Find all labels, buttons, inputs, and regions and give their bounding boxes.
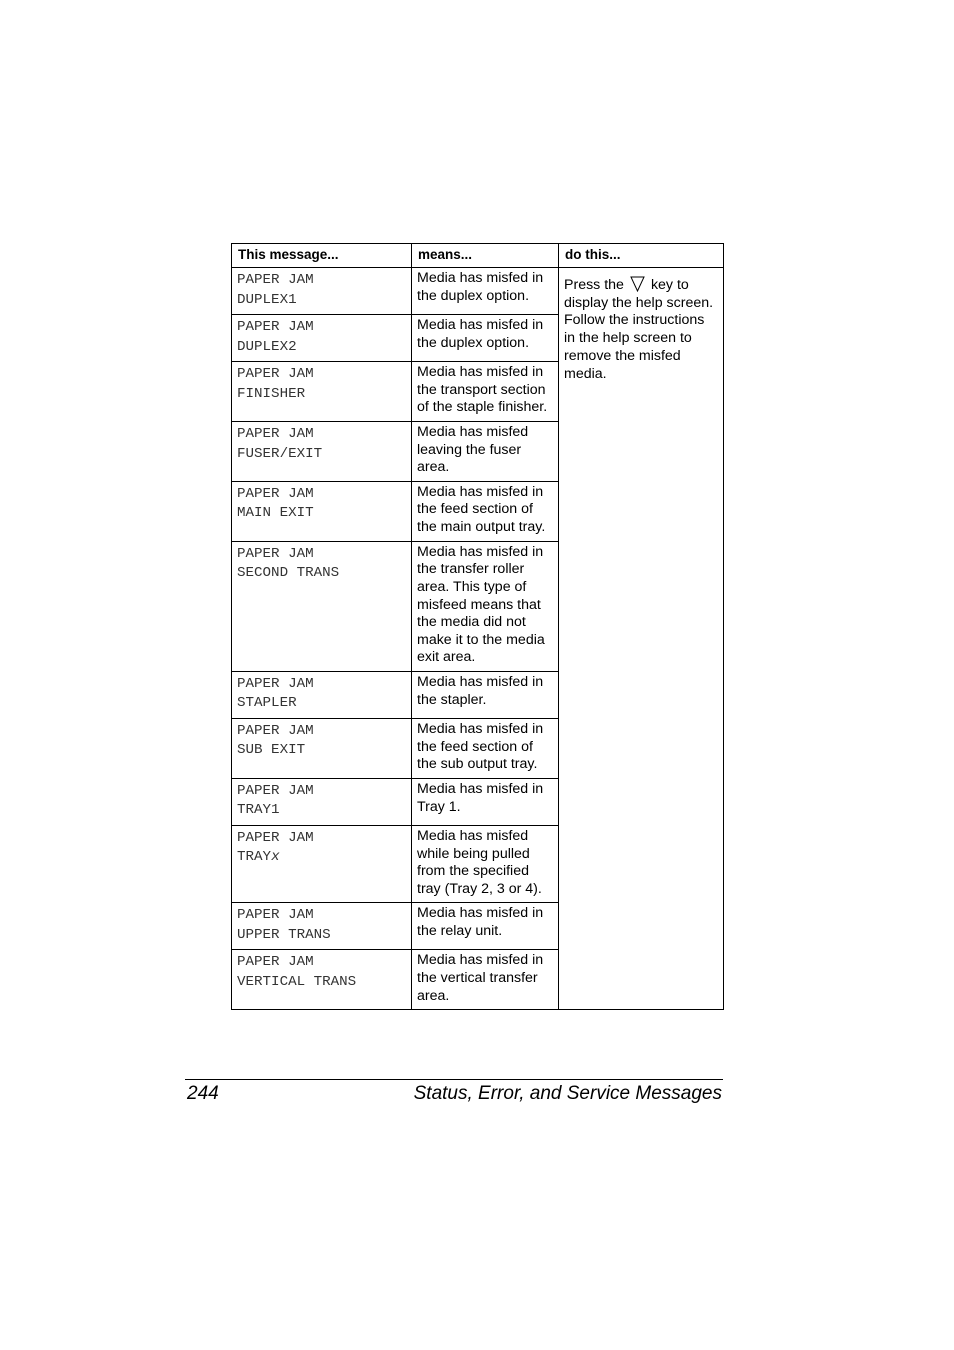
message-line: TRAYx [237,849,280,866]
message-line: PAPER JAM [237,426,314,442]
message-cell [232,541,412,671]
means-cell: Media has misfed in the duplex option. [412,315,559,362]
message-line: DUPLEX1 [237,291,297,308]
message-line: PAPER JAM [237,829,314,846]
message-line: PAPER JAM [237,722,314,739]
message-cell [232,268,412,315]
message-line: UPPER TRANS [237,926,331,943]
message-cell [232,950,412,1010]
message-line: PAPER JAM [237,272,314,288]
means-cell: Media has misfed in the transfer roller area. This type of misfeed means that the media did not make it to the media exit area. [412,541,559,671]
means-cell: Media has misfed in the feed section of the sub output tray. [412,718,559,778]
message-line: VERTICAL TRANS [237,973,357,990]
message-line: PAPER JAM [237,782,314,799]
message-cell [232,481,412,541]
means-cell: Media has misfed in the transport section of the staple finisher. [412,362,559,422]
message-line: PAPER JAM [237,545,314,562]
message-line: PAPER JAM [237,675,314,692]
message-line: STAPLER [237,695,297,712]
action-text-before-key: Press the [564,277,624,293]
means-cell: Media has misfed in the duplex option. [412,268,559,315]
message-line: SUB EXIT [237,742,306,759]
footer-divider [185,1079,723,1080]
message-cell [232,718,412,778]
message-cell [232,422,412,482]
table-header-row [232,244,724,268]
means-cell: Media has misfed in the feed section of the main output tray. [412,481,559,541]
message-line: PAPER JAM [237,319,314,335]
message-cell [232,671,412,718]
message-line: FUSER/EXIT [237,445,323,462]
status-message-table [231,243,724,1010]
header-do-this: do this... [559,244,724,268]
message-line: MAIN EXIT [237,505,314,522]
means-cell: Media has misfed in the vertical transfer area. [412,950,559,1010]
message-cell [232,903,412,950]
footer-title: Status, Error, and Service Messages [413,1083,722,1104]
means-cell: Media has misfed leaving the fuser area. [412,422,559,482]
down-triangle-key-icon [630,276,645,292]
message-line: PAPER JAM [237,366,314,382]
message-cell [232,315,412,362]
table-row [232,268,724,315]
message-line: PAPER JAM [237,907,314,924]
message-line: FINISHER [237,385,306,402]
action-cell [559,268,724,1010]
means-cell: Media has misfed while being pulled from the specified tray (Tray 2, 3 or 4). [412,825,559,902]
message-cell [232,778,412,825]
means-cell: Media has misfed in the stapler. [412,671,559,718]
header-means: means... [412,244,559,268]
message-line: DUPLEX2 [237,338,297,355]
means-cell: Media has misfed in Tray 1. [412,778,559,825]
header-message: This message... [232,244,412,268]
message-cell [232,362,412,422]
means-cell: Media has misfed in the relay unit. [412,903,559,950]
message-cell [232,825,412,902]
message-line: PAPER JAM [237,485,314,502]
action-text-after-key: key to display the help screen. Follow the instructions in the help screen to remove the misfed media. [564,277,714,382]
message-line: PAPER JAM [237,954,314,971]
message-line: TRAY1 [237,802,280,819]
page-number: 244 [187,1083,219,1104]
message-line: SECOND TRANS [237,565,340,582]
